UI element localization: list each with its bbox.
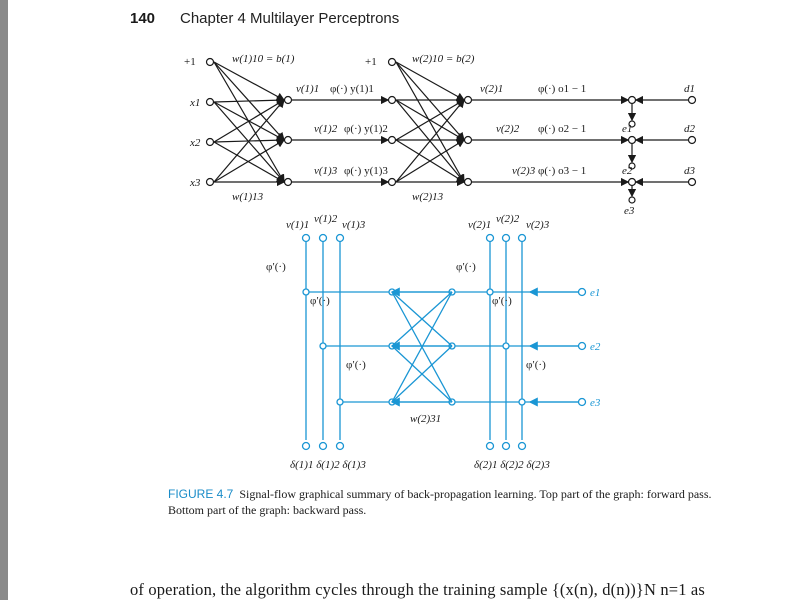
phi-prime-left-top: φ′(·) <box>266 261 286 273</box>
v2-3-label: v(2)3 <box>512 165 536 177</box>
phi-o2-label: φ(·) o2 − 1 <box>538 123 587 135</box>
back-v1-3: v(1)3 <box>342 219 366 231</box>
w13-2-label: w(2)13 <box>412 191 444 203</box>
phi-prime-right-mid: φ′(·) <box>492 295 512 307</box>
target-d1-label: d1 <box>684 83 695 95</box>
backward-pass <box>303 235 586 450</box>
v1-1-label: v(1)1 <box>296 83 320 95</box>
error-e2-label: e2 <box>622 165 633 177</box>
back-e3: e3 <box>590 397 601 409</box>
chapter-title: Chapter 4 Multilayer Perceptrons <box>180 10 400 27</box>
phi-y1-label: φ(·) y(1)1 <box>330 83 374 95</box>
error-e1-label: e1 <box>622 123 633 135</box>
target-d2-label: d2 <box>684 123 695 135</box>
phi-o1-label: φ(·) o1 − 1 <box>538 83 587 95</box>
phi-o3-label: φ(·) o3 − 1 <box>538 165 587 177</box>
v1-2-label: v(1)2 <box>314 123 338 135</box>
delta2-labels: δ(2)1 δ(2)2 δ(2)3 <box>474 459 550 471</box>
error-e3-label: e3 <box>624 205 635 217</box>
backward-labels <box>266 213 601 471</box>
target-d3-label: d3 <box>684 165 695 177</box>
back-e1: e1 <box>590 287 601 299</box>
w10-1-label: w(1)10 = b(1) <box>232 53 295 65</box>
v1-3-label: v(1)3 <box>314 165 338 177</box>
figure-label: FIGURE 4.7 <box>168 487 234 501</box>
body-text-line: of operation, the algorithm cycles through the training sample {(x(n), d(n))}N n=1 as <box>130 580 705 599</box>
phi-prime-left-low: φ′(·) <box>346 359 366 371</box>
back-e2: e2 <box>590 341 601 353</box>
input-x3: x3 <box>190 177 201 189</box>
w10-2-label: w(2)10 = b(2) <box>412 53 475 65</box>
forward-labels <box>184 53 696 217</box>
back-v2-2: v(2)2 <box>496 213 520 225</box>
bias-left-label: +1 <box>184 56 196 68</box>
back-v2-3: v(2)3 <box>526 219 550 231</box>
phi-y3-label: φ(·) y(1)3 <box>344 165 388 177</box>
back-v2-1: v(2)1 <box>468 219 492 231</box>
bias-mid-label: +1 <box>365 56 377 68</box>
w31-label: w(2)31 <box>410 413 442 425</box>
figure-caption <box>168 486 728 518</box>
w13-1-label: w(1)13 <box>232 191 264 203</box>
phi-prime-right-low: φ′(·) <box>526 359 546 371</box>
phi-prime-left-mid: φ′(·) <box>310 295 330 307</box>
v2-1-label: v(2)1 <box>480 83 504 95</box>
caption-text: Signal-flow graphical summary of back-propagation learning. Top part of the graph: forward pass. Bottom part of the graph: backward pass. <box>168 487 712 517</box>
phi-y2-label: φ(·) y(1)2 <box>344 123 388 135</box>
v2-2-label: v(2)2 <box>496 123 520 135</box>
page-number: 140 <box>130 10 156 27</box>
input-x2: x2 <box>190 137 201 149</box>
phi-prime-right-top: φ′(·) <box>456 261 476 273</box>
back-v1-2: v(1)2 <box>314 213 338 225</box>
input-x1: x1 <box>190 97 201 109</box>
delta1-labels: δ(1)1 δ(1)2 δ(1)3 <box>290 459 366 471</box>
back-v1-1: v(1)1 <box>286 219 310 231</box>
